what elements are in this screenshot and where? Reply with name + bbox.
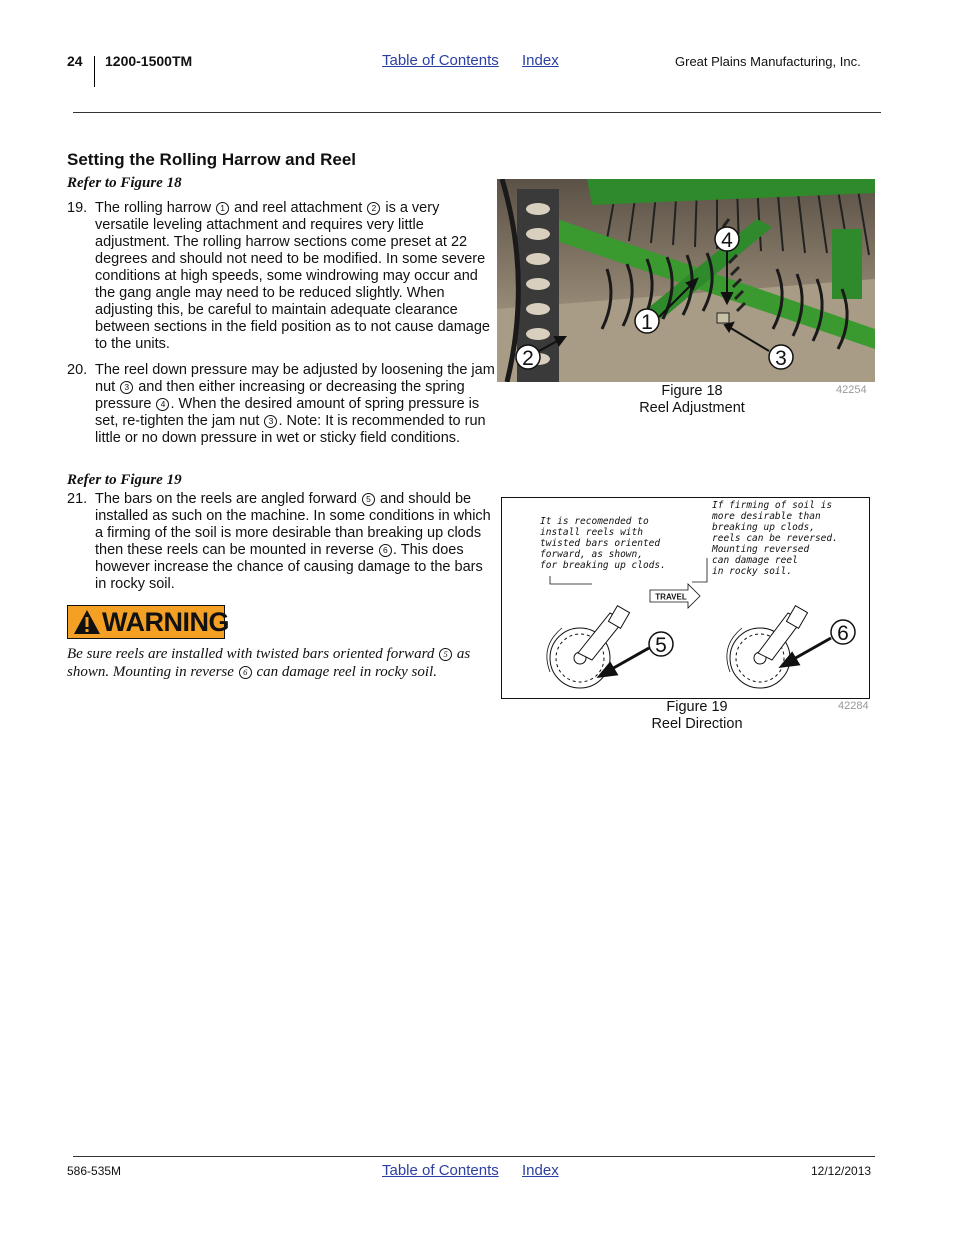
section-title: Setting the Rolling Harrow and Reel: [67, 150, 357, 169]
step-number: 21.: [67, 491, 88, 507]
step-number: 19.: [67, 200, 88, 216]
footer-toc-link[interactable]: Table of Contents: [382, 1162, 499, 1179]
warning-note: Be sure reels are installed with twisted bars oriented forward 5 as shown. Mounting in reverse 6 can damage reel in rocky soil.: [67, 646, 471, 680]
callout-1-icon: 1: [216, 202, 229, 215]
company-name: Great Plains Manufacturing, Inc.: [675, 54, 861, 69]
figure-18-callout-3: 3: [775, 347, 787, 370]
callout-3-icon: 3: [264, 415, 277, 428]
header-toc-link[interactable]: Table of Contents: [382, 52, 499, 69]
figure-19-diagram: [501, 497, 870, 699]
figure-18-callout-2: 2: [522, 347, 534, 370]
footer-index-link[interactable]: Index: [522, 1162, 559, 1179]
warning-text: WARNING: [102, 607, 229, 637]
travel-label: TRAVEL: [655, 592, 687, 602]
figure-18-callout-1: 1: [641, 311, 653, 334]
right-reel-drawing: [727, 606, 808, 688]
figure-18-caption: Figure 18 Reel Adjustment: [639, 383, 745, 416]
header-index-link[interactable]: Index: [522, 52, 559, 69]
footer-rule: [73, 1156, 875, 1157]
refer-figure-18: Refer to Figure 18: [67, 175, 182, 191]
step-21: 21. The bars on the reels are angled forward 5 and should be installed as such on the machine. In some conditions in which a firming of the soil is more desirable than breaking up clods then these reels can be mounted in reverse 6 . This does however increase the chance of causing damage to the bars in rocky soil.: [67, 491, 491, 592]
warning-triangle-icon: [72, 607, 102, 637]
header-divider: [94, 56, 95, 87]
figure-19-callout-6: 6: [837, 622, 849, 645]
callout-5-icon: 5: [362, 493, 375, 506]
step-20: 20. The reel down pressure may be adjusted by loosening the jam nut 3 and then either increasing or decreasing the spring pressure 4 . When the desired amount of spring pressure is set, re-tighten the jam nut 3 . Note: It is recommended to run little or no down pressure in wet or sticky field conditions.: [67, 362, 495, 446]
figure-18-callout-4: 4: [721, 229, 733, 252]
header-rule: [73, 112, 881, 113]
refer-figure-19: Refer to Figure 19: [67, 472, 182, 488]
doc-number: 586-535M: [67, 1164, 122, 1178]
callout-2-icon: 2: [367, 202, 380, 215]
footer-date: 12/12/2013: [811, 1164, 872, 1178]
model-title: 1200-1500TM: [105, 53, 193, 69]
callout-6-icon: 6: [379, 544, 392, 557]
warning-label: [67, 605, 229, 639]
figure-19-number: 42284: [838, 700, 869, 712]
callout-6-icon: 6: [239, 666, 252, 679]
callout-5-icon: 5: [439, 648, 452, 661]
figure-18-photo: [497, 179, 875, 382]
figure-19-right-note: If firming of soil is more desirable than breaking up clods, reels can be reversed. Mounting reversed can damage reel in rocky soil.: [712, 500, 838, 577]
callout-4-icon: 4: [156, 398, 169, 411]
callout-3-icon: 3: [120, 381, 133, 394]
page-number: 24: [67, 53, 83, 69]
figure-18-number: 42254: [836, 384, 867, 396]
left-reel-drawing: [547, 606, 630, 688]
figure-19-left-note: It is recomended to install reels with twisted bars oriented forward, as shown, for breaking up clods.: [540, 516, 666, 571]
figure-19-callout-5: 5: [655, 634, 667, 657]
figure-19-caption: Figure 19 Reel Direction: [651, 699, 743, 732]
step-number: 20.: [67, 362, 88, 378]
step-19: 19. The rolling harrow 1 and reel attachment 2 is a very versatile leveling attachment and requires very little adjustment. The rolling harrow sections come preset at 22 degrees and should not need to be modified. In some severe conditions at high speeds, some windrowing may occur and the gang angle may need to be reduced slightly. When adjusting this, be careful to maintain adequate clearance between sections in the field position as to not cause damage to the units.: [67, 200, 490, 352]
